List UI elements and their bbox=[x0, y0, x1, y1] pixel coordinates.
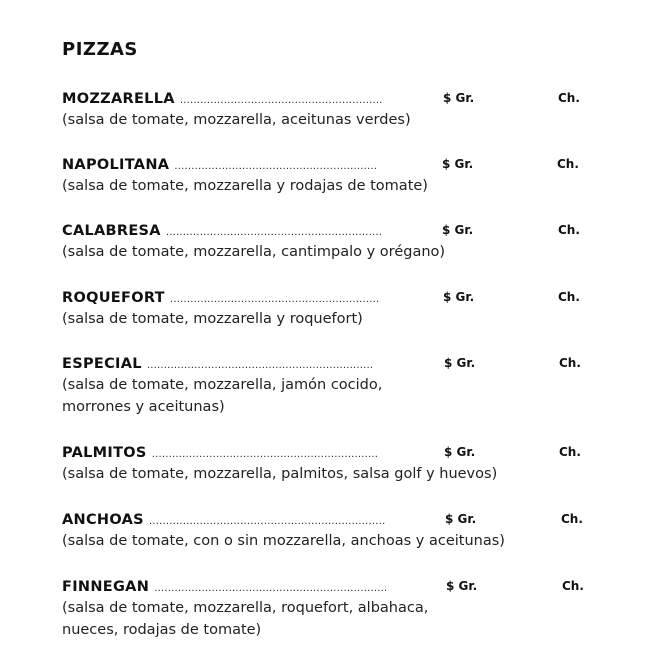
menu-page bbox=[62, 36, 602, 638]
price-grande-label: $ Gr. bbox=[442, 157, 474, 171]
item-header bbox=[62, 220, 602, 240]
description-line: (salsa de tomate, mozzarella, palmitos, salsa golf y huevos) bbox=[62, 466, 498, 482]
item-description bbox=[62, 374, 602, 418]
price-grande-label: $ Gr. bbox=[443, 91, 475, 105]
description-line: (salsa de tomate, mozzarella, aceitunas verdes) bbox=[62, 112, 411, 128]
item-name: FINNEGAN bbox=[62, 579, 150, 595]
price-chica-label: Ch. bbox=[558, 91, 580, 105]
item-description bbox=[62, 463, 602, 485]
menu-title: PIZZAS bbox=[62, 39, 138, 60]
item-name: CALABRESA bbox=[62, 223, 161, 239]
item-header bbox=[62, 154, 602, 174]
item-header bbox=[62, 576, 602, 596]
item-description bbox=[62, 530, 602, 552]
menu-item-napolitana bbox=[62, 154, 602, 197]
leader-dots: .............................................................. bbox=[169, 294, 380, 305]
menu-item-mozzarella bbox=[62, 88, 602, 131]
leader-dots: ................................................................ bbox=[165, 227, 383, 238]
description-line: (salsa de tomate, mozzarella y roquefort) bbox=[62, 311, 363, 327]
item-header bbox=[62, 509, 602, 529]
price-chica-label: Ch. bbox=[559, 356, 581, 370]
price-chica-label: Ch. bbox=[561, 512, 583, 526]
menu-item-roquefort bbox=[62, 287, 602, 330]
item-header bbox=[62, 287, 602, 307]
description-line: morrones y aceitunas) bbox=[62, 399, 225, 415]
item-header bbox=[62, 88, 602, 108]
item-name: ROQUEFORT bbox=[62, 290, 165, 306]
menu-item-finnegan bbox=[62, 576, 602, 641]
item-header bbox=[62, 353, 602, 373]
price-grande-label: $ Gr. bbox=[444, 445, 476, 459]
item-name: NAPOLITANA bbox=[62, 157, 170, 173]
menu-item-calabresa bbox=[62, 220, 602, 263]
item-name: MOZZARELLA bbox=[62, 91, 175, 107]
price-grande-label: $ Gr. bbox=[442, 223, 474, 237]
item-header bbox=[62, 442, 602, 462]
item-name: ESPECIAL bbox=[62, 356, 142, 372]
price-grande-label: $ Gr. bbox=[443, 290, 475, 304]
description-line: (salsa de tomate, con o sin mozzarella, anchoas y aceitunas) bbox=[62, 533, 505, 549]
price-grande-label: $ Gr. bbox=[444, 356, 476, 370]
price-chica-label: Ch. bbox=[559, 445, 581, 459]
leader-dots: ............................................................ bbox=[174, 161, 378, 172]
description-line: (salsa de tomate, mozzarella, roquefort, albahaca, bbox=[62, 600, 429, 616]
price-grande-label: $ Gr. bbox=[446, 579, 478, 593]
description-line: (salsa de tomate, mozzarella y rodajas de tomate) bbox=[62, 178, 428, 194]
menu-item-anchoas bbox=[62, 509, 602, 552]
leader-dots: ................................................................... bbox=[146, 360, 374, 371]
description-line: nueces, rodajas de tomate) bbox=[62, 622, 262, 638]
item-description bbox=[62, 597, 602, 641]
description-line: (salsa de tomate, mozzarella, jamón cocido, bbox=[62, 377, 383, 393]
leader-dots: ............................................................ bbox=[179, 95, 383, 106]
price-chica-label: Ch. bbox=[557, 157, 579, 171]
price-grande-label: $ Gr. bbox=[445, 512, 477, 526]
item-name: ANCHOAS bbox=[62, 512, 144, 528]
item-description bbox=[62, 175, 602, 197]
item-description bbox=[62, 308, 602, 330]
menu-item-especial bbox=[62, 353, 602, 418]
leader-dots: ................................................................... bbox=[151, 449, 379, 460]
price-chica-label: Ch. bbox=[558, 223, 580, 237]
leader-dots: ...................................................................... bbox=[148, 516, 386, 527]
item-description bbox=[62, 109, 602, 131]
item-description bbox=[62, 241, 602, 263]
leader-dots: ..................................................................... bbox=[154, 583, 388, 594]
price-chica-label: Ch. bbox=[558, 290, 580, 304]
menu-item-palmitos bbox=[62, 442, 602, 485]
price-chica-label: Ch. bbox=[562, 579, 584, 593]
description-line: (salsa de tomate, mozzarella, cantimpalo y orégano) bbox=[62, 244, 446, 260]
item-name: PALMITOS bbox=[62, 445, 147, 461]
